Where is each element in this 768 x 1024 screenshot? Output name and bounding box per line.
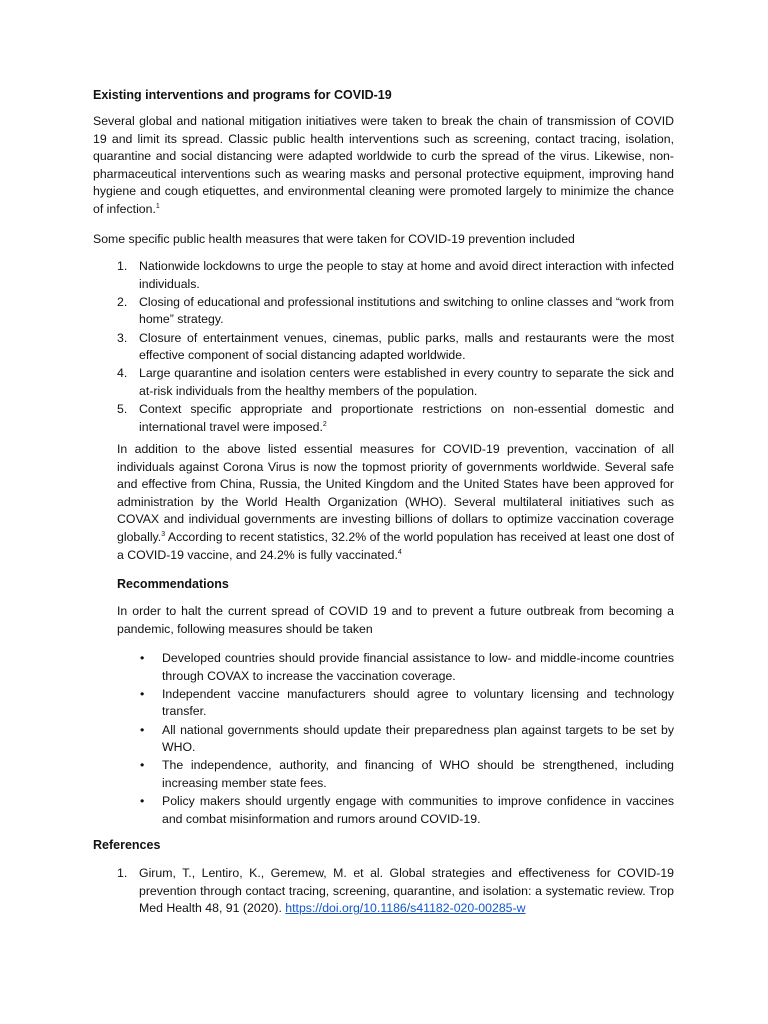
list-item: [140, 793, 674, 828]
citation-1: 1: [155, 202, 160, 210]
citation-2: 2: [322, 420, 327, 428]
list-item: [117, 365, 674, 400]
list-item: [117, 330, 674, 365]
citation-4: 4: [397, 548, 402, 556]
recommendations-heading: Recommendations: [117, 577, 229, 591]
item-text: Developed countries should provide financial assistance to low- and middle-income countries through COVAX to increase the vaccination coverage.: [162, 651, 674, 683]
reference-number: 1.: [117, 866, 128, 880]
section-heading: Existing interventions and programs for COVID-19: [93, 88, 392, 102]
intro-paragraph: [93, 113, 674, 219]
measures-lead-in: Some specific public health measures that were taken for COVID-19 prevention included: [93, 232, 575, 246]
vaccination-text-a: In addition to the above listed essential measures for COVID-19 prevention, vaccination of all individuals against Corona Virus is now the topmost priority of governments worldwide. Several safe and effective from China, Russia, the United Kingdom and the United States have been approved for administration by the World Health Organization (WHO). Several multilateral initiatives such as COVAX and individual governments are investing billions of dollars to optimize vaccination coverage globally.: [117, 442, 674, 544]
references-heading: References: [93, 838, 161, 852]
vaccination-paragraph: [117, 441, 674, 564]
references-list: [117, 865, 674, 918]
list-item: [140, 650, 674, 685]
item-number: 3.: [117, 330, 128, 345]
list-item: [140, 722, 674, 757]
item-text: The independence, authority, and financing of WHO should be strengthened, including increasing member state fees.: [162, 758, 674, 790]
recommendations-list: [140, 650, 674, 829]
measures-list: [117, 258, 674, 437]
item-number: 1.: [117, 259, 128, 273]
item-text: Closing of educational and professional institutions and switching to online classes and “work from home” strategy.: [139, 294, 674, 327]
list-item: [140, 757, 674, 792]
doi-link[interactable]: https://doi.org/10.1186/s41182-020-00285-w: [285, 901, 526, 916]
item-number: 5.: [117, 402, 128, 417]
item-text: Nationwide lockdowns to urge the people to stay at home and avoid direct interaction with infected individuals.: [139, 259, 674, 291]
item-text: Context specific appropriate and proportionate restrictions on non-essential domestic and international travel were imposed.: [139, 402, 674, 434]
recommendations-intro: In order to halt the current spread of COVID 19 and to prevent a future outbreak from becoming a pandemic, following measures should be taken: [117, 604, 674, 636]
reference-item: [117, 865, 674, 918]
intro-paragraph-text: Several global and national mitigation initiatives were taken to break the chain of transmission of COVID 19 and limit its spread. Classic public health interventions such as screening, contact tracing, isolation, quarantine and social distancing were adapted worldwide to curb the spread of the virus. Likewise, non-pharmaceutical interventions such as wearing masks and personal protective equipment, improving hand hygiene and cough etiquettes, and environmental cleaning were promoted largely to minimize the chance of infection.: [93, 114, 674, 216]
citation-3: 3: [161, 530, 166, 538]
bullet-icon: •: [140, 686, 145, 701]
list-item: [140, 686, 674, 721]
list-item: [117, 294, 674, 329]
bullet-icon: •: [140, 794, 145, 809]
item-text: Independent vaccine manufacturers should agree to voluntary licensing and technology transfer.: [162, 686, 674, 719]
item-text: Closure of entertainment venues, cinemas, public parks, malls and restaurants were the most effective component of social distancing adapted worldwide.: [139, 330, 674, 363]
list-item: [117, 258, 674, 293]
item-text: Policy makers should urgently engage with communities to improve confidence in vaccines and combat misinformation and rumors around COVID-19.: [162, 794, 674, 826]
item-text: Large quarantine and isolation centers were established in every country to separate the sick and at-risk individuals from the healthy members of the population.: [139, 366, 674, 398]
bullet-icon: •: [140, 722, 145, 737]
item-text: All national governments should update their preparedness plan against targets to be set by WHO.: [162, 722, 674, 755]
vaccination-text-b: According to recent statistics, 32.2% of the world population has received at least one dost of a COVID-19 vaccine, and 24.2% is fully vaccinated.: [117, 529, 674, 562]
reference-text: Girum, T., Lentiro, K., Geremew, M. et al. Global strategies and effectiveness for COVID-19 prevention through contact tracing, screening, quarantine, and isolation: a systematic review. Trop Med Health 48, 91 (2020).: [139, 866, 674, 916]
list-item: [117, 401, 674, 436]
bullet-icon: •: [140, 758, 145, 773]
bullet-icon: •: [140, 651, 145, 665]
item-number: 4.: [117, 366, 128, 381]
item-number: 2.: [117, 294, 128, 309]
